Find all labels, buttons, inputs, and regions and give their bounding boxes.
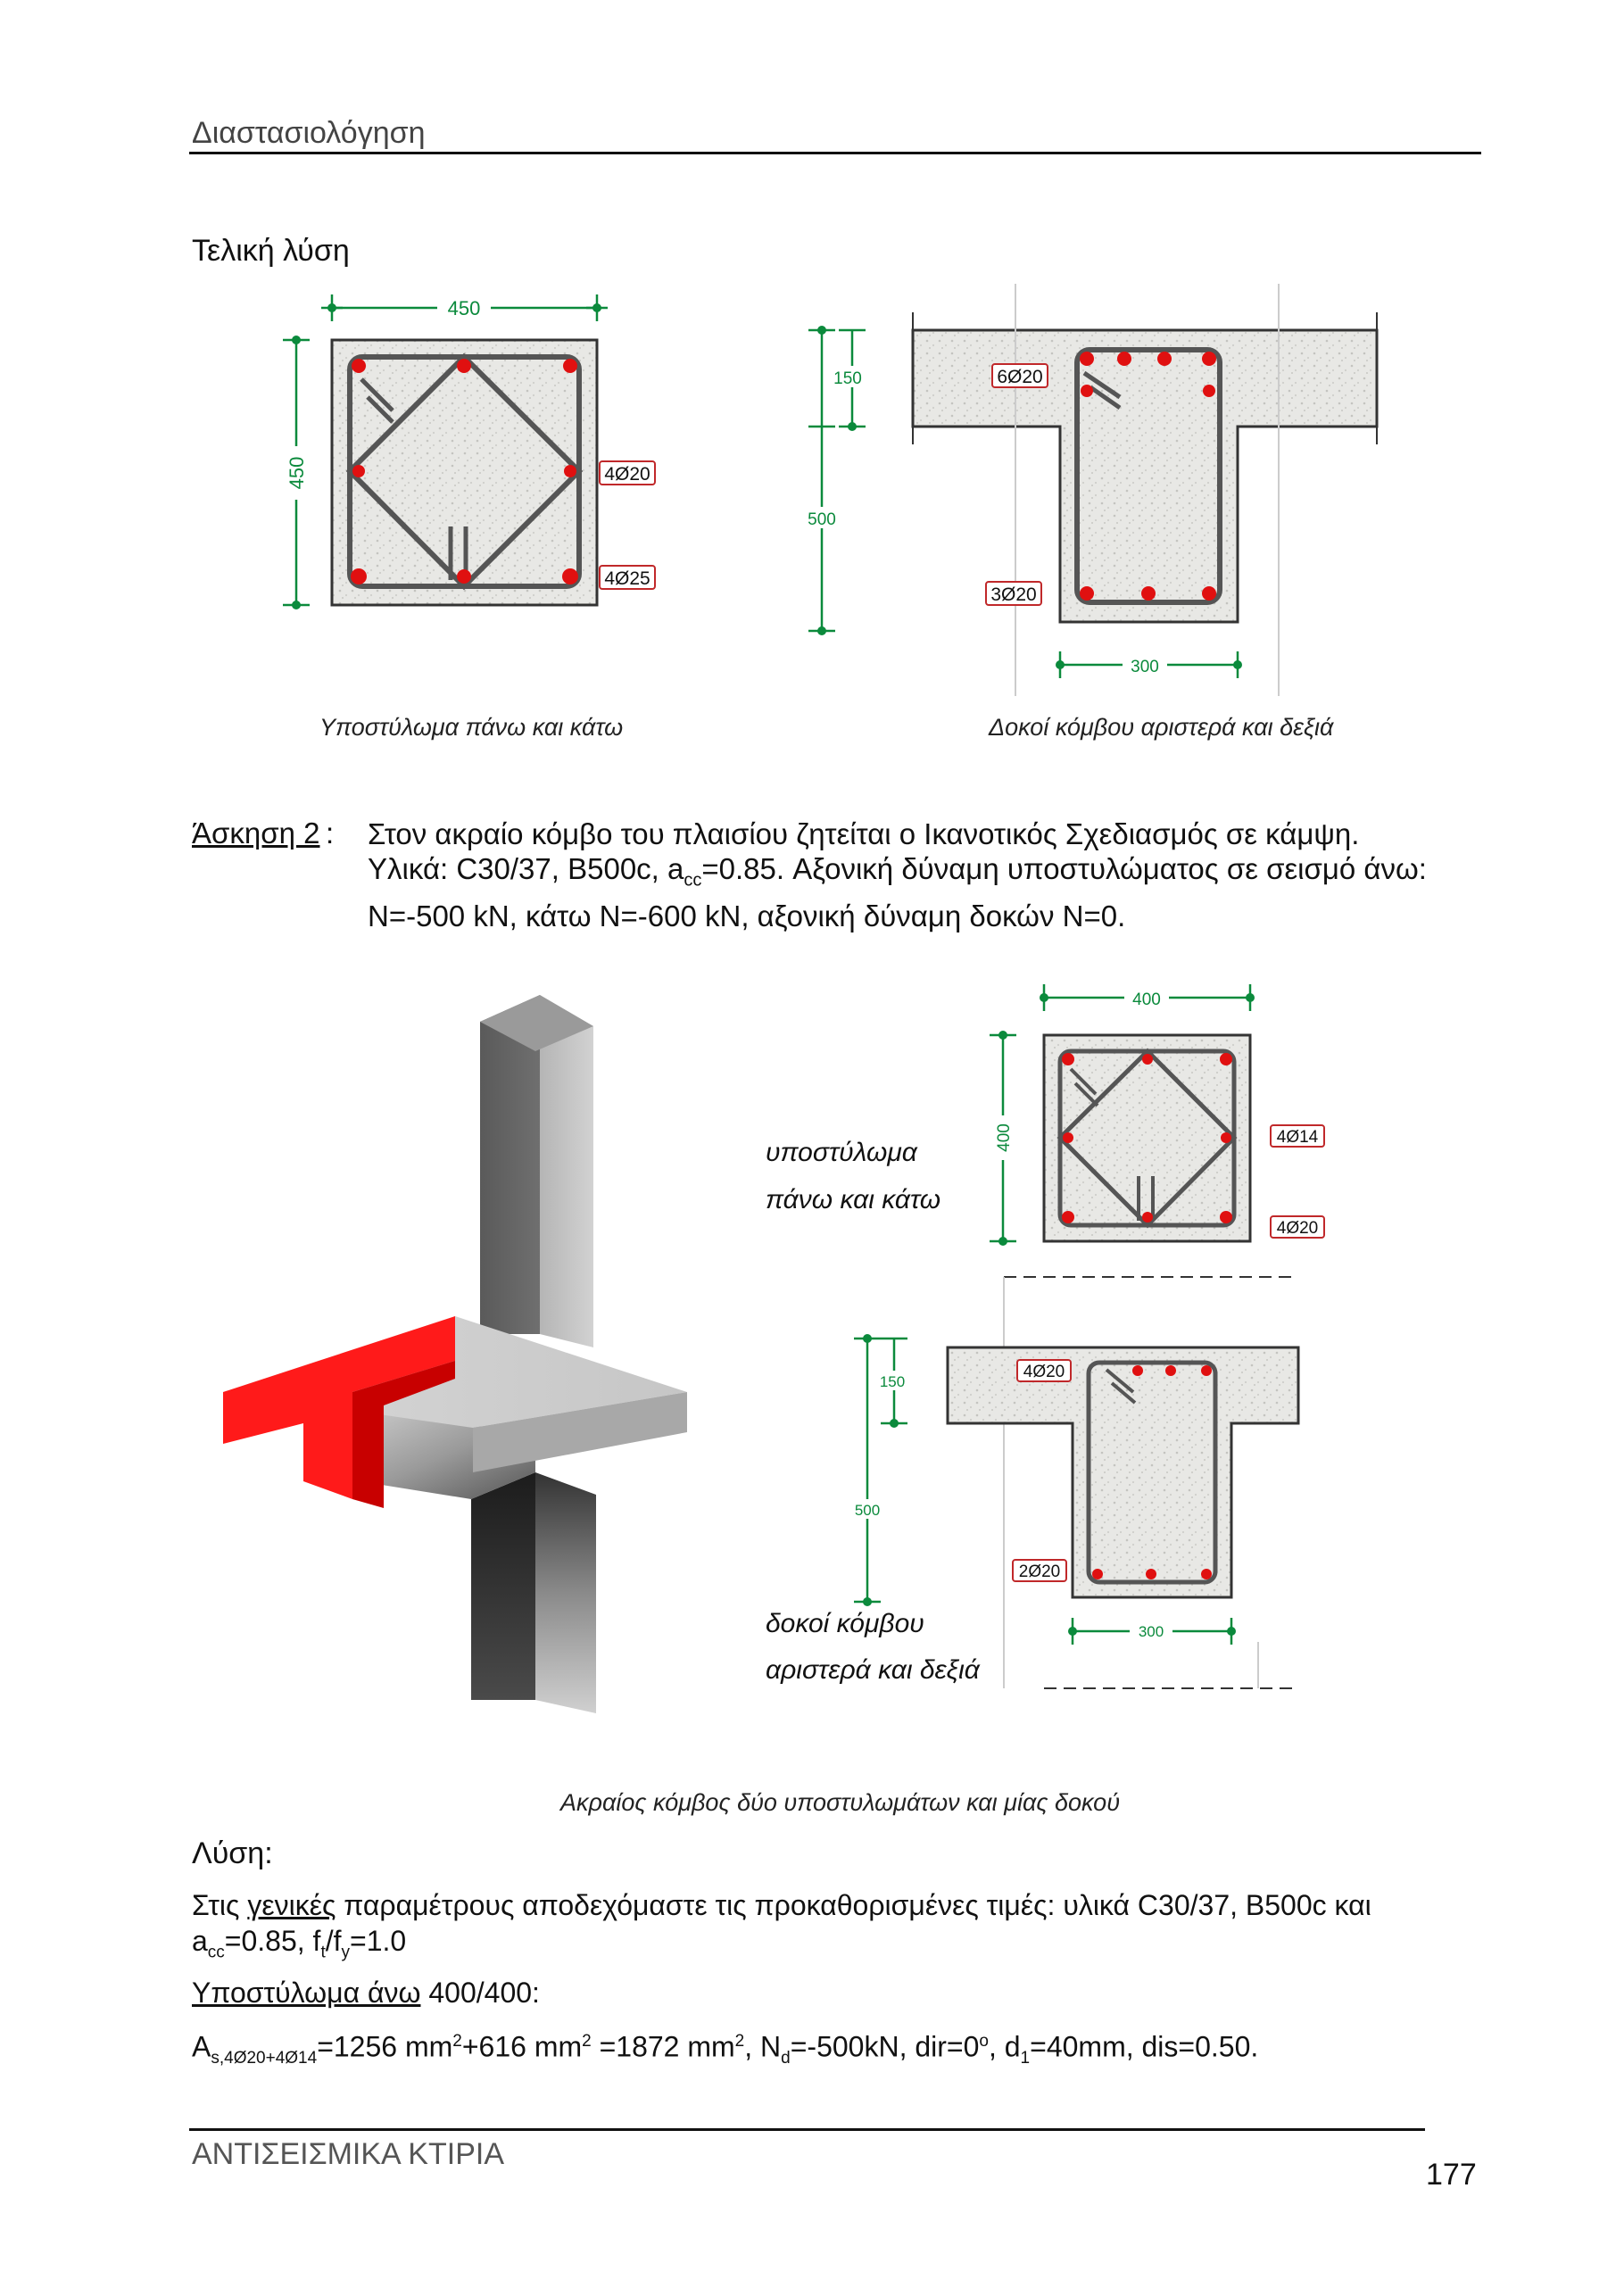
- solution-formula: $A_{s,4Ø20+4Ø14}=1256$ $mm^2+616$ $mm^2 =1872$ $mm^2$, $N_d=-500kN$, $dir=0^o$, $d_1=40mm$, dis=0.50.: [192, 2030, 1259, 2068]
- column-section-2: [990, 984, 1324, 1246]
- beam2-dim-flange: 150: [879, 1373, 906, 1390]
- running-header: Διαστασιολόγηση: [192, 116, 426, 150]
- column2-label-corner: 4Ø20: [1276, 1219, 1319, 1238]
- beam-section-1: [801, 284, 1377, 696]
- beam2-dim-width: 300: [1138, 1623, 1164, 1640]
- figure1-beam-caption: Δοκοί κόμβου αριστερά και δεξιά: [989, 714, 1334, 741]
- page-number: 177: [1426, 2158, 1477, 2192]
- column1-dim-height: 450: [286, 456, 308, 490]
- column1-label-mid: 4Ø20: [604, 464, 650, 485]
- beam1-label-top: 6Ø20: [997, 367, 1043, 387]
- solution-paragraph-1: Στις γενικές παραμέτρους αποδεχόμαστε τις προκαθορισμένες τιμές: υλικά C30/37, B500c και $a_{cc}=0.85$, $f_t/f_y=1.0$: [192, 1889, 1371, 1962]
- column-section-1: [283, 294, 655, 609]
- figure2-column-text-2: πάνω και κάτω: [766, 1185, 941, 1214]
- beam1-dim-flange: 150: [833, 369, 862, 388]
- solution-title: Λύση:: [192, 1836, 273, 1870]
- solution-subheading: Υποστύλωμα άνω 400/400:: [192, 1977, 540, 2009]
- beam1-dim-width: 300: [1131, 658, 1159, 676]
- column2-label-mid: 4Ø14: [1276, 1128, 1319, 1147]
- beam-section-2: [848, 1334, 1298, 1645]
- figure2-caption: Ακραίος κόμβος δύο υποστυλωμάτων και μίας δοκού: [560, 1789, 1121, 1816]
- column1-label-corner: 4Ø25: [604, 568, 650, 589]
- column1-dim-width: 450: [447, 297, 481, 319]
- section-title: Τελική λύση: [192, 234, 350, 268]
- figure2-beam-text-1: δοκοί κόμβου: [766, 1609, 924, 1638]
- footer-rule: [189, 2128, 1425, 2131]
- exercise-colon: :: [326, 816, 335, 850]
- footer-book-title: ΑΝΤΙΣΕΙΣΜΙΚΑ ΚΤΙΡΙΑ: [192, 2137, 504, 2171]
- figure1-drawings: [0, 0, 1624, 767]
- beam1-dim-height: 500: [808, 510, 836, 529]
- figure2-beam-text-2: αριστερά και δεξιά: [766, 1655, 980, 1685]
- beam2-dim-height: 500: [854, 1502, 881, 1519]
- column2-dim-width: 400: [1132, 991, 1161, 1009]
- figure2-drawings: [0, 964, 1624, 1767]
- figure2-column-text-1: υποστύλωμα: [766, 1138, 917, 1167]
- figure1-column-caption: Υποστύλωμα πάνω και κάτω: [319, 714, 624, 741]
- exercise-line-2: Υλικά: C30/37, B500c, $a_{cc}=0.85$. Αξονική δύναμη υποστυλώματος σε σεισμό άνω:: [368, 852, 1427, 891]
- exercise-line-3: N=-500 kN, κάτω N=-600 kN, αξονική δύναμη δοκών N=0.: [368, 899, 1126, 932]
- exercise-label: Άσκηση 2: [192, 816, 320, 850]
- exercise-line-1: Στον ακραίο κόμβο του πλαισίου ζητείται ο Ικανοτικός Σχεδιασμός σε κάμψη.: [368, 817, 1360, 850]
- joint-3d-illustration: [223, 995, 687, 1713]
- beam2-label-top: 4Ø20: [1023, 1363, 1065, 1381]
- beam1-label-bottom: 3Ø20: [990, 584, 1037, 605]
- beam2-label-bottom: 2Ø20: [1018, 1562, 1061, 1581]
- column2-dim-height: 400: [995, 1123, 1014, 1152]
- exercise-text: [368, 816, 1528, 933]
